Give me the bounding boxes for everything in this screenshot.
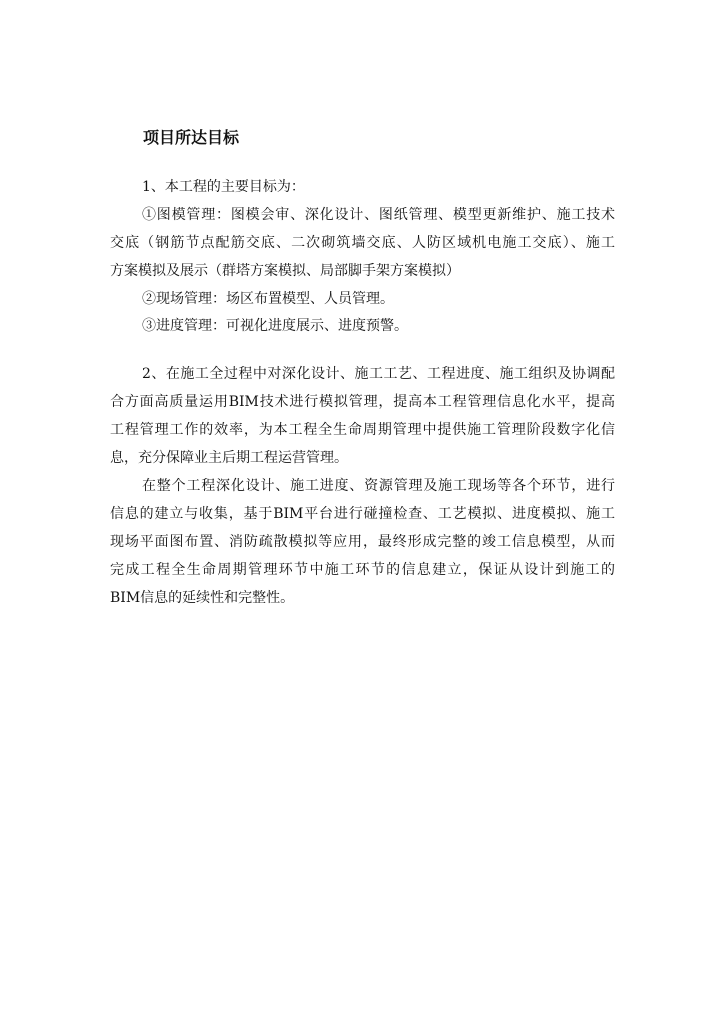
section2-paragraph1-line2: 合方面高质量运用BIM技术进行模拟管理，提高本工程管理信息化水平，提高 xyxy=(110,394,615,410)
section2-paragraph2-line2: 信息的建立与收集，基于BIM平台进行碰撞检查、工艺模拟、进度模拟、施工 xyxy=(110,506,615,522)
section1-item1-line3: 方案模拟及展示（群塔方案模拟、局部脚手架方案模拟） xyxy=(110,263,460,279)
section1-item2: ②现场管理：场区布置模型、人员管理。 xyxy=(142,291,394,307)
section2-paragraph2-line5: BIM信息的延续性和完整性。 xyxy=(110,590,295,606)
section1-item1-line1: ①图模管理：图模会审、深化设计、图纸管理、模型更新维护、施工技术 xyxy=(142,207,615,223)
section2-paragraph1-line4: 息，充分保障业主后期工程运营管理。 xyxy=(110,450,348,466)
section1-item3: ③进度管理：可视化进度展示、进度预警。 xyxy=(142,318,408,334)
section2-paragraph1-line1: 2、在施工全过程中对深化设计、施工工艺、工程进度、施工组织及协调配 xyxy=(142,366,615,382)
section2-paragraph2-line1: 在整个工程深化设计、施工进度、资源管理及施工现场等各个环节，进行 xyxy=(142,478,615,494)
document-title: 项目所达目标 xyxy=(143,128,240,147)
section2-paragraph1-line3: 工程管理工作的效率，为本工程全生命周期管理中提供施工管理阶段数字化信 xyxy=(110,422,615,438)
section2-paragraph2-line4: 完成工程全生命周期管理环节中施工环节的信息建立，保证从设计到施工的 xyxy=(110,562,615,578)
section1-heading: 1、本工程的主要目标为： xyxy=(142,179,305,195)
section2-paragraph2-line3: 现场平面图布置、消防疏散模拟等应用，最终形成完整的竣工信息模型，从而 xyxy=(110,534,615,550)
section1-item1-line2: 交底（钢筋节点配筋交底、二次砌筑墙交底、人防区域机电施工交底）、施工 xyxy=(110,235,615,251)
